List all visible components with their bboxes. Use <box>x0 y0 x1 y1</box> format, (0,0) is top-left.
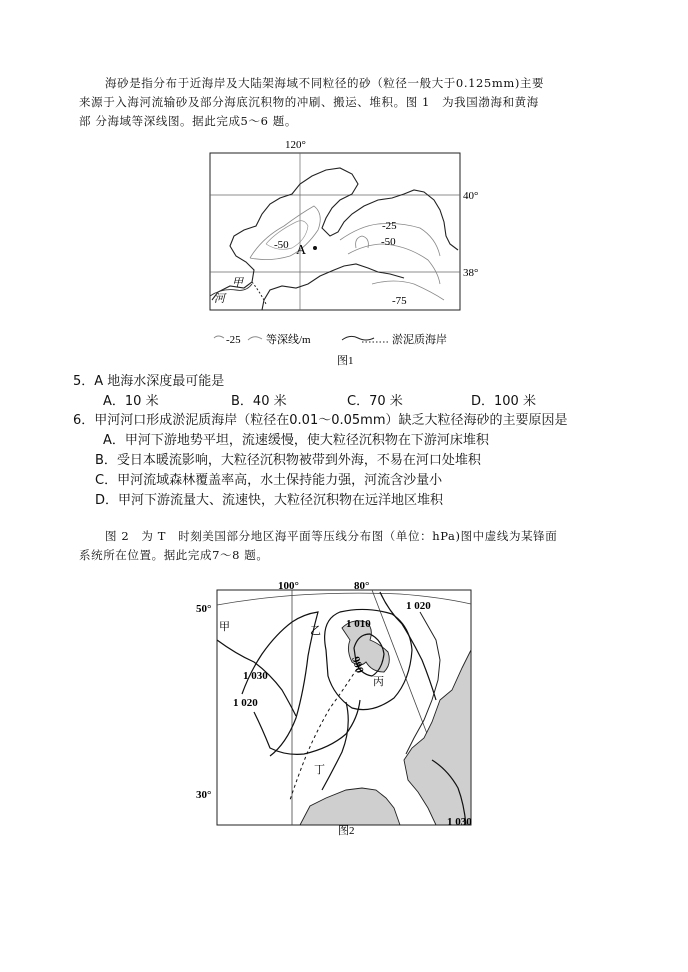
figure-2-isobar-1020-west <box>242 612 318 756</box>
figure-2-place-jia: 甲 <box>219 621 230 633</box>
figure-2-lat-30: 30° <box>196 789 212 801</box>
figure-2-pressure-1020-west: 1 020 <box>233 697 258 709</box>
figure-2-gulf <box>300 788 400 825</box>
figure-1-point-a-label: A <box>296 243 307 258</box>
question-6-option-c[interactable]: C．甲河流域森林覆盖率高，水土保持能力强，河流含沙量小 <box>95 473 443 488</box>
figure-2-front-line <box>290 664 360 800</box>
figure-2-place-bing: 丙 <box>373 676 384 688</box>
figure-2-lon-80: 80° <box>354 580 370 592</box>
question-5-option-a[interactable]: A．10 米 <box>103 394 159 409</box>
figure-1-depth-label-4: -75 <box>392 295 407 307</box>
figure-2-pressure-1030-east: 1 030 <box>447 816 472 828</box>
question-5-stem: 5．A 地海水深度最可能是 <box>73 374 225 389</box>
figure-1-river-label-2: 河 <box>214 293 225 305</box>
question-5-option-d[interactable]: D．100 米 <box>471 394 536 409</box>
figure-2-pressure-1020-north: 1 020 <box>406 600 431 612</box>
question-6-option-b[interactable]: B．受日本暖流影响，大粒径沉积物被带到外海，不易在河口处堆积 <box>95 453 481 468</box>
passage-1-line-2: 来源于入海河流输砂及部分海底沉积物的冲刷、搬运、堆积。图 1 为我国渤海和黄海 <box>79 95 539 109</box>
figure-1-lat-bottom-label: 38° <box>463 267 479 279</box>
figure-2-lat-50: 50° <box>196 603 212 615</box>
figure-1-lat-top-label: 40° <box>463 190 479 202</box>
figure-1-river-label-1: 甲 <box>232 277 243 289</box>
figure-2-lon-100: 100° <box>278 580 299 592</box>
question-6-stem: 6．甲河河口形成淤泥质海岸（粒径在0.01～0.05mm）缺乏大粒径海砂的主要原因是 <box>73 413 568 428</box>
figure-1-caption: 图1 <box>337 355 354 367</box>
question-5-option-b[interactable]: B．40 米 <box>231 394 287 409</box>
figure-2-caption: 图2 <box>338 825 355 837</box>
figure-2-parallel-50 <box>217 593 471 605</box>
figure-2-pressure-1030-west: 1 030 <box>243 670 268 682</box>
legend-isobath-text: 等深线/m <box>266 334 311 346</box>
question-5-option-c[interactable]: C．70 米 <box>347 394 403 409</box>
legend-coast-text: 淤泥质海岸 <box>392 334 447 346</box>
figure-2-pressure-1010: 1 010 <box>346 618 371 630</box>
figure-2-pressure-990: 990 <box>349 655 366 675</box>
question-6-option-d[interactable]: D．甲河下游流量大、流速快，大粒径沉积物在远洋地区堆积 <box>95 493 444 508</box>
passage-1-line-1: 海砂是指分布于近海岸及大陆架海域不同粒径的砂（粒径一般大于0.125mm)主要 <box>105 76 545 90</box>
passage-1-line-3: 部 分海域等深线图。据此完成5～6 题。 <box>79 114 297 128</box>
passage-2-line-1: 图 2 为 T 时刻美国部分地区海平面等压线分布图（单位：hPa)图中虚线为某锋面 <box>105 529 558 543</box>
figure-2-place-yi: 乙 <box>310 625 321 637</box>
figure-1-lon-label: 120° <box>285 139 306 151</box>
figure-1-depth-label-2: -50 <box>274 239 289 251</box>
legend-isobath-value: -25 <box>226 334 241 346</box>
figure-1-depth-label-3: -50 <box>381 236 396 248</box>
question-6-option-a[interactable]: A．甲河下游地势平坦，流速缓慢，使大粒径沉积物在下游河床堆积 <box>103 433 489 448</box>
passage-2-line-2: 系统所在位置。据此完成7～8 题。 <box>79 548 269 562</box>
figure-2-place-ding: 丁 <box>314 764 325 776</box>
figure-1-depth-label-1: -25 <box>382 220 397 232</box>
